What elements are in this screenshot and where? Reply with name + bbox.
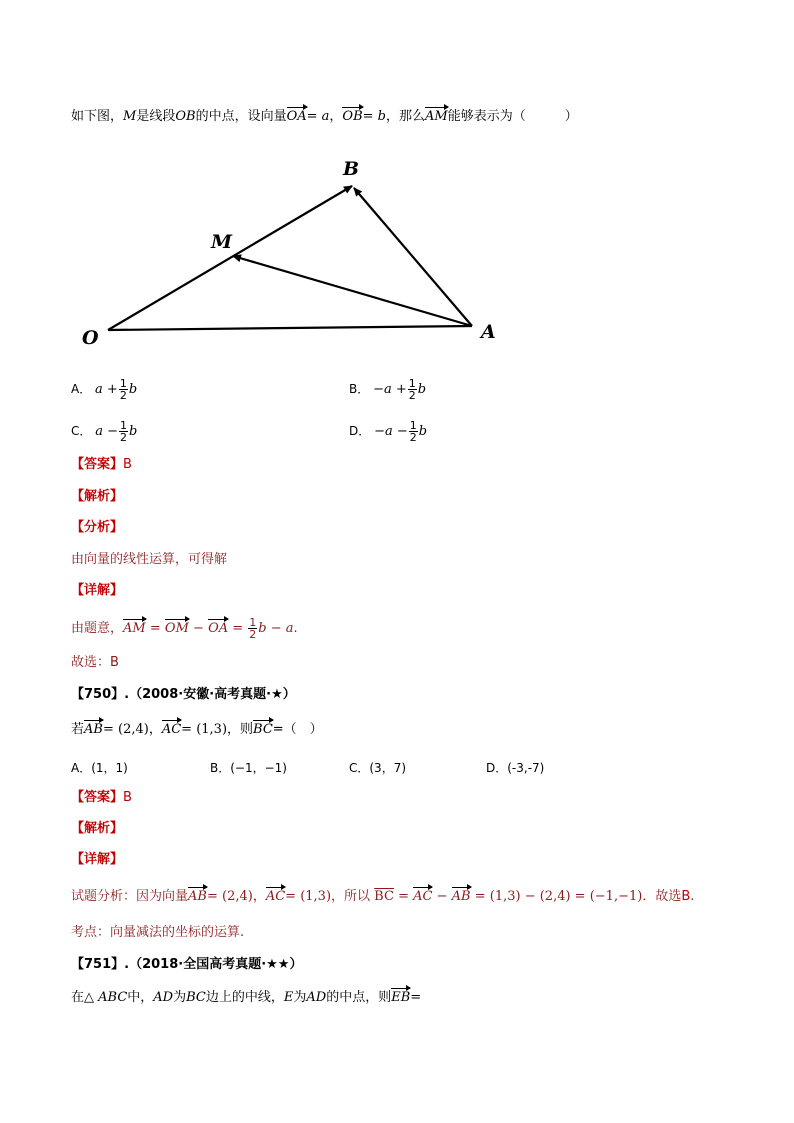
- eq-b: = b: [362, 109, 386, 124]
- label-a: A: [481, 321, 496, 343]
- stem-text: 的中点，设向量: [195, 109, 287, 124]
- q749-stem: [71, 109, 578, 125]
- segment-bc: BC: [186, 990, 206, 1005]
- point-e: E: [283, 990, 294, 1005]
- stem-text: ，那么: [386, 109, 426, 124]
- equals: =: [410, 990, 422, 1005]
- option-expr: b: [417, 382, 427, 397]
- solution-text: ，所以: [331, 889, 371, 904]
- period: .: [690, 889, 695, 904]
- fraction-half: $\frac{1}{2}$: [120, 419, 127, 444]
- q751-stem: [71, 990, 421, 1006]
- vector-ob: OB: [342, 109, 363, 124]
- kaodian-750: 考点：向量减法的坐标的运算.: [71, 925, 245, 940]
- q750-option-c[interactable]: C．(3，7): [349, 761, 407, 775]
- analysis-label-749: 【解析】: [71, 489, 124, 504]
- option-expr: b: [129, 424, 138, 439]
- option-expr: b: [128, 382, 138, 397]
- vector-value: = (2,4): [102, 722, 149, 737]
- option-expr: a +: [95, 382, 118, 397]
- q750-stem: [71, 722, 323, 738]
- option-label: C．: [71, 424, 92, 438]
- option-label: A．: [71, 382, 92, 396]
- q751-heading: 【751】.（2018·全国高考真题·★★）: [71, 957, 303, 972]
- solution-text: 试题分析：因为向量: [71, 889, 189, 904]
- option-label: B．: [349, 382, 370, 396]
- minus: −: [436, 889, 448, 904]
- q750-heading: 【750】.（2008·安徽·高考真题·★）: [71, 687, 296, 702]
- option-d[interactable]: [349, 420, 427, 443]
- vector-bc: $\overline{BC}$: [374, 889, 394, 904]
- vector-eb: EB: [391, 990, 411, 1005]
- vector-am-line: [233, 256, 472, 326]
- fraction-half: $\frac{1}{2}$: [119, 377, 127, 402]
- eq-a: = a: [306, 109, 330, 124]
- option-a[interactable]: [71, 378, 137, 401]
- label-o: O: [82, 327, 99, 349]
- segment-oa-line: [108, 326, 472, 330]
- equals: =: [398, 889, 409, 904]
- vector-ab-line: [354, 188, 472, 326]
- detail-label-749: 【详解】: [71, 583, 124, 598]
- vector-ab: AB: [188, 889, 207, 904]
- period: .: [293, 621, 298, 636]
- option-expr: −a +: [373, 382, 407, 397]
- segment-ob: OB: [175, 109, 196, 124]
- stem-text: 边上的中线，: [205, 990, 284, 1005]
- vector-am: AM: [425, 109, 448, 124]
- stem-text: 若: [71, 722, 85, 737]
- stem-text: ，则: [227, 722, 254, 737]
- stem-text: 是线段: [136, 109, 176, 124]
- vector-oa: OA: [286, 109, 307, 124]
- vector-value: = (1,3): [285, 889, 332, 904]
- stem-text: 为: [293, 990, 307, 1005]
- calculation: = (1,3) − (2,4) = (−1,−1): [474, 889, 643, 904]
- solution-text: ．故选: [642, 889, 682, 904]
- stem-text: 中，: [127, 990, 154, 1005]
- vector-bc: BC: [253, 722, 273, 737]
- detail-expr: b − a: [258, 621, 294, 636]
- option-label: D．: [349, 424, 371, 438]
- stem-text: 能够表示为（ ）: [447, 109, 578, 124]
- detail-749: [71, 617, 298, 640]
- solution-750: [71, 889, 694, 905]
- option-c[interactable]: [71, 420, 137, 443]
- equals: =: [149, 621, 161, 636]
- point-m: M: [123, 109, 137, 124]
- answer-label: 【答案】: [71, 457, 124, 472]
- solution-text: ，: [252, 889, 266, 904]
- triangle-abc: △ ABC: [84, 990, 128, 1005]
- vector-value: = (2,4): [206, 889, 253, 904]
- option-expr: a −: [95, 424, 118, 439]
- stem-text: ，: [329, 109, 343, 124]
- vector-am: AM: [123, 621, 146, 636]
- option-b[interactable]: [349, 378, 426, 401]
- equals: =: [232, 621, 244, 636]
- vector-ab: AB: [84, 722, 103, 737]
- vector-oa: OA: [208, 621, 229, 636]
- fraction-half: $\frac{1}{2}$: [249, 616, 257, 641]
- analysis-label-750: 【解析】: [71, 821, 124, 836]
- minus: −: [193, 621, 204, 636]
- stem-text: ，: [148, 722, 162, 737]
- q750-option-d[interactable]: D．(-3,-7): [486, 761, 545, 775]
- answer-749: [71, 457, 132, 473]
- solution-choice: B: [681, 889, 691, 904]
- q750-option-b[interactable]: B．(−1，−1): [210, 761, 287, 775]
- detail-text: 由题意，: [71, 621, 124, 636]
- vector-ac: AC: [161, 722, 182, 737]
- choose-749: 故选：B: [71, 655, 119, 670]
- stem-text: 在: [71, 990, 85, 1005]
- stem-text: 的中点，则: [326, 990, 392, 1005]
- option-expr: −a −: [374, 424, 408, 439]
- answer-value: B: [123, 457, 132, 472]
- q750-option-a[interactable]: A．(1，1): [71, 761, 128, 775]
- answer-value: B: [123, 790, 132, 805]
- label-m: M: [211, 231, 233, 253]
- fraction-half: $\frac{1}{2}$: [409, 419, 417, 444]
- triangle-figure: [70, 150, 520, 350]
- stem-text: 为: [173, 990, 187, 1005]
- segment-ad: AD: [306, 990, 327, 1005]
- fraction-half: $\frac{1}{2}$: [408, 377, 416, 402]
- stem-text: 如下图，: [71, 109, 124, 124]
- answer-label: 【答案】: [71, 790, 124, 805]
- answer-750: [71, 790, 132, 806]
- vector-ob-line: [108, 186, 352, 330]
- segment-ad: AD: [153, 990, 174, 1005]
- vector-ac: AC: [413, 889, 433, 904]
- label-b: B: [343, 158, 360, 180]
- fenxi-text-749: 由向量的线性运算，可得解: [71, 552, 228, 567]
- fenxi-label-749: 【分析】: [71, 520, 124, 535]
- vector-om: OM: [164, 621, 189, 636]
- detail-label-750: 【详解】: [71, 852, 124, 867]
- stem-text: =（ ）: [272, 722, 323, 737]
- option-expr: b: [418, 424, 428, 439]
- vector-ac: AC: [265, 889, 286, 904]
- vector-value: = (1,3): [181, 722, 228, 737]
- vector-ab: AB: [451, 889, 471, 904]
